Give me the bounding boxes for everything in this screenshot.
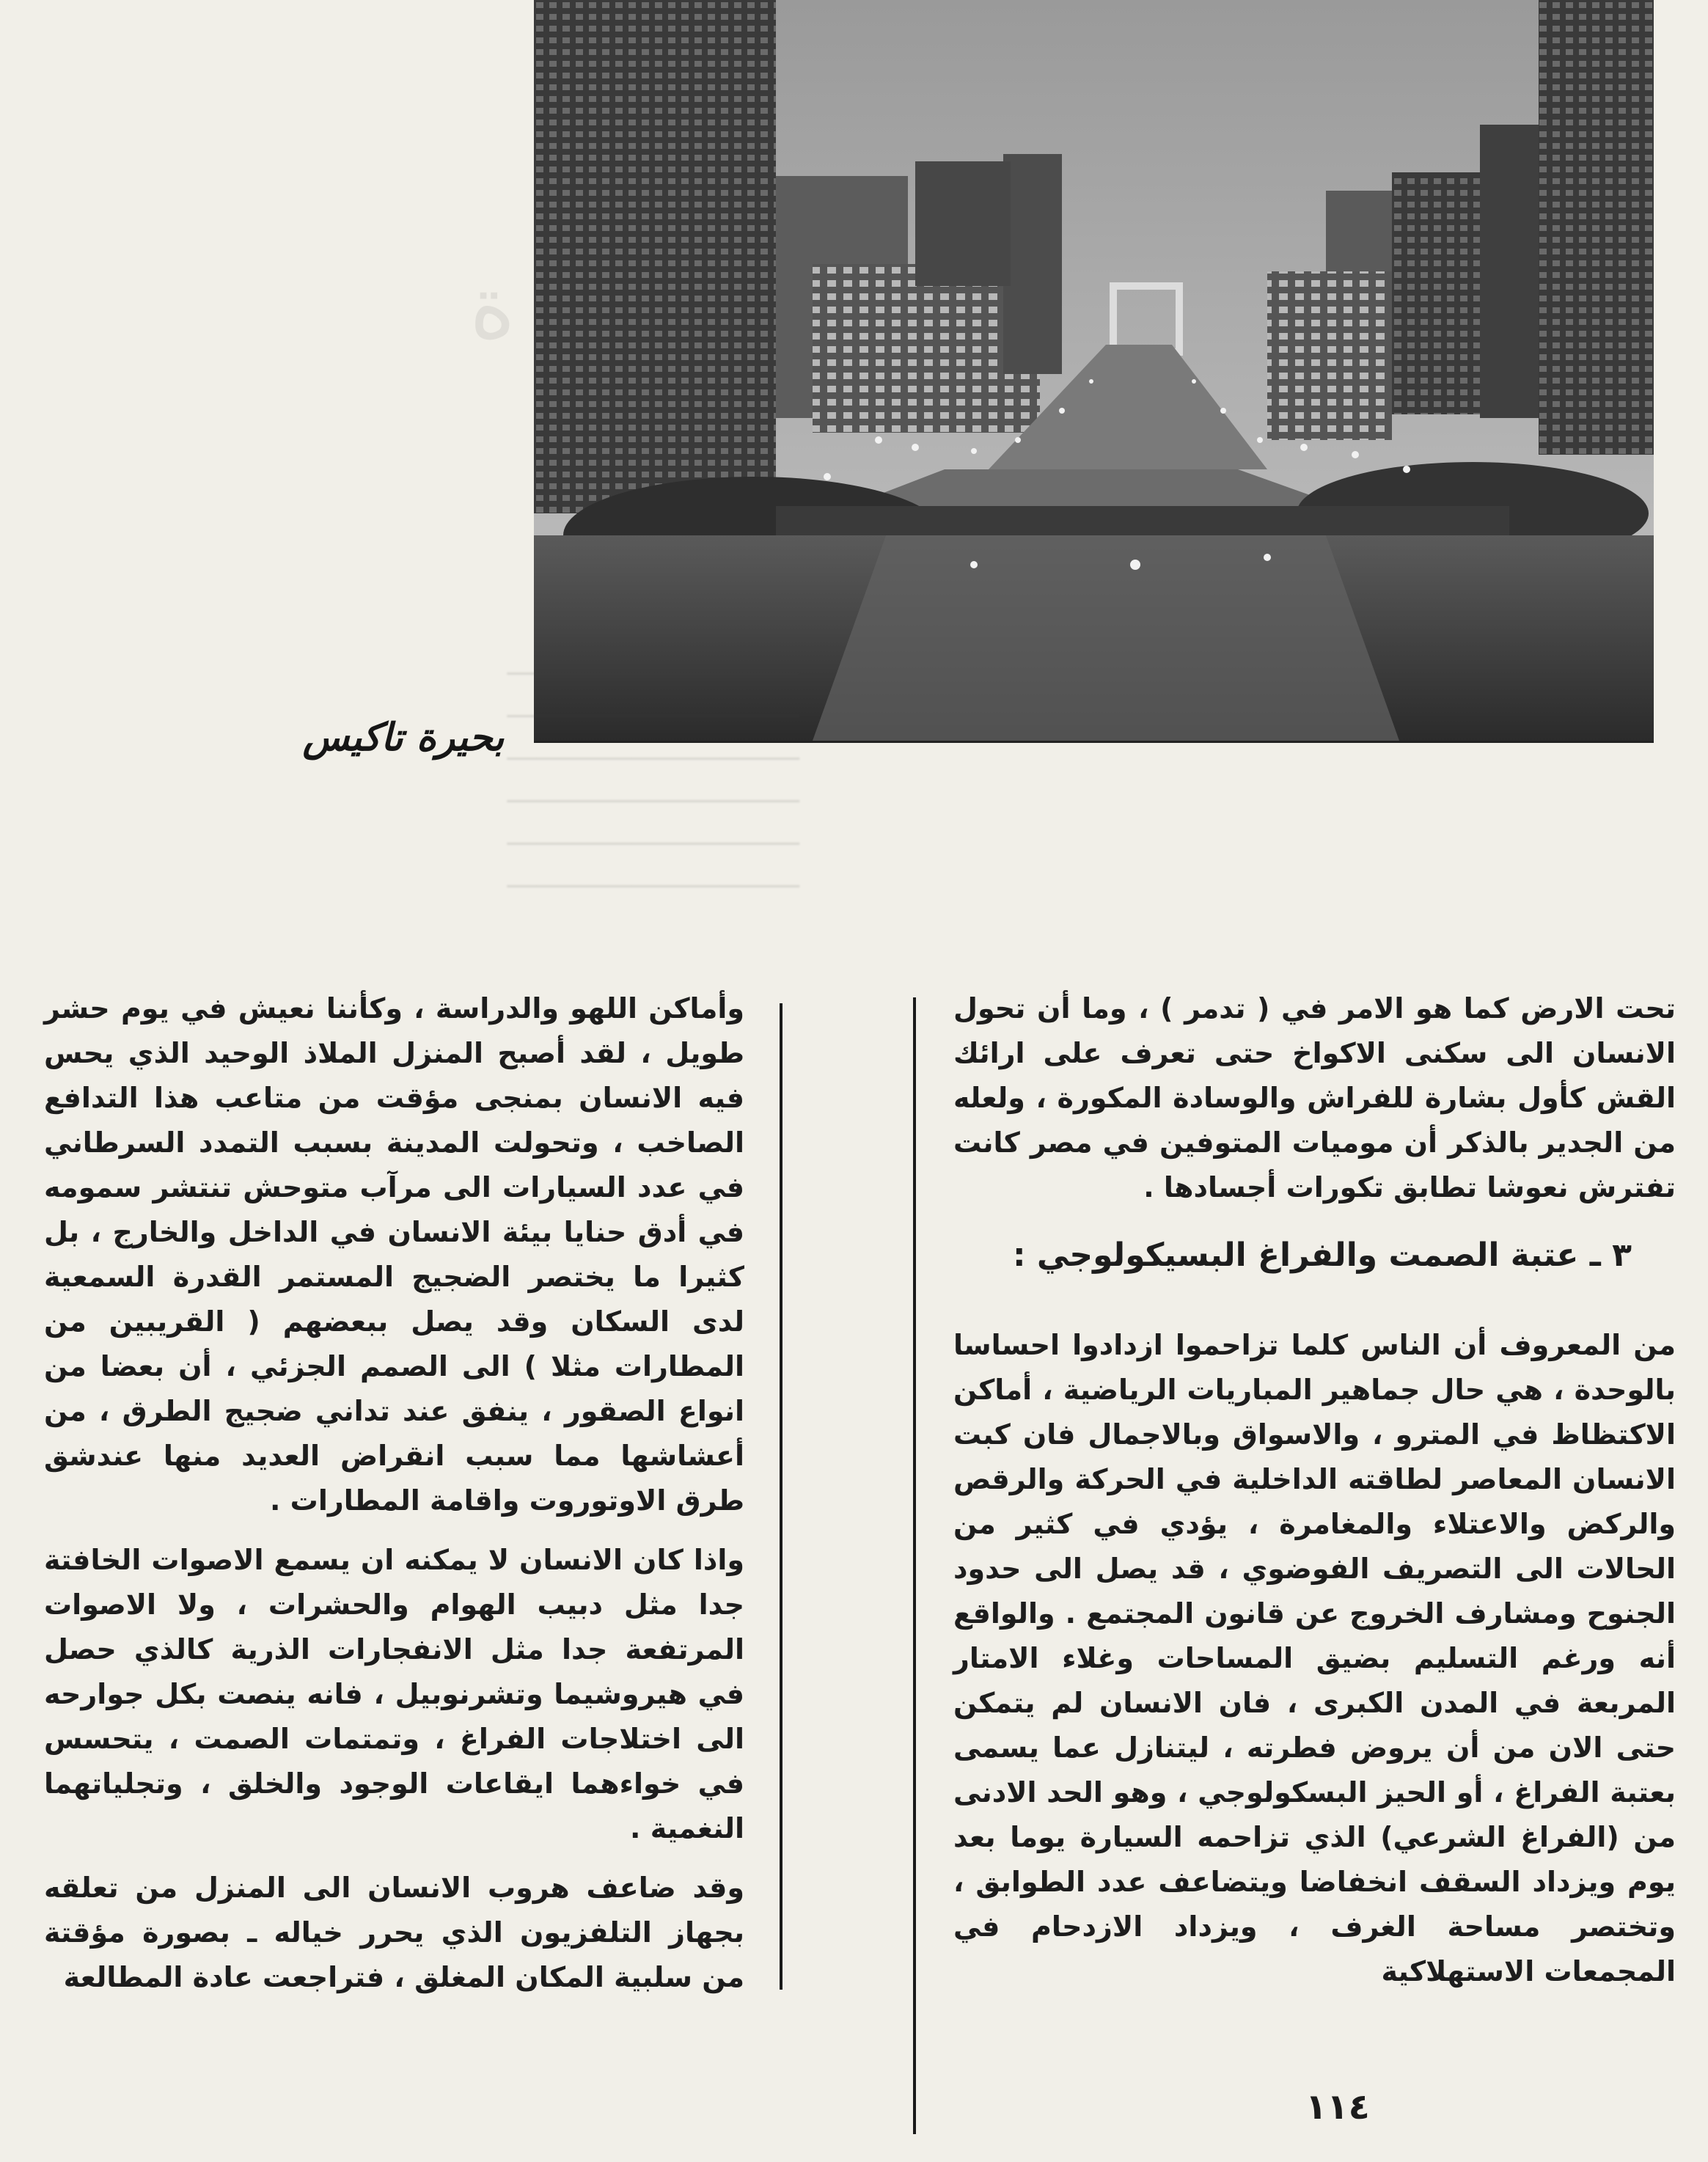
right-text-column — [953, 986, 1676, 2009]
paragraph: من المعروف أن الناس كلما تزاحموا ازدادوا احساسا بالوحدة ، هي حال جماهير المباريات الرياضية ، أماكن الاكتظاظ في المترو ، والاسواق وبالاجمال فان كبت الانسان المعاصر لطاقته الداخلية في الحركة والرقص والركض والاعتلاء والمغامرة ، يؤدي في كثير من الحالات الى التصريف الفوضوي ، قد يصل الى حدود الجنوح ومشارف الخروج عن قانون المجتمع . والواقع أنه ورغم التسليم بضيق المساحات وغلاء الامتار المربعة في المدن الكبرى ، فان الانسان لم يتمكن حتى الان من أن يروض فطرته ، ليتنازل عما يسمى بعتبة الفراغ ، أو الحيز البسكولوجي ، وهو الحد الادنى من (الفراغ الشرعي) الذي تزاحمه السيارة يوما بعد يوم ويزداد السقف انخفاضا ويتضاعف عدد الطوابق ، وتختصر مساحة الغرف ، ويزداد الازدحام في المجمعات الاستهلاكية — [953, 1329, 1676, 1987]
paragraph: تحت الارض كما هو الامر في ( تدمر ) ، وما أن تحول الانسان الى سكنى الاكواخ حتى تعرف على ارائك القش كأول بشارة للفراش والوسادة المكورة ، ولعله من الجدير بالذكر أن موميات المتوفين في مصر كانت تفترش نعوشا تطابق تكورات أجسادها . — [953, 992, 1676, 1203]
show-through-title: ة — [469, 257, 516, 359]
page-number: ١١٤ — [1305, 2086, 1370, 2128]
photo-caption: بحيرة تاكيس — [302, 715, 505, 760]
column-divider — [780, 1003, 782, 1990]
cityscape-photo — [534, 0, 1654, 743]
paragraph: واذا كان الانسان لا يمكنه ان يسمع الاصوات الخافتة جدا مثل دبيب الهوام والحشرات ، ولا الاصوات المرتفعة جدا مثل الانفجارات الذرية كالذي حصل في هيروشيما وتشرنوبيل ، فانه ينصت بكل جوارحه الى اختلاجات الفراغ ، وتمتمات الصمت ، يتحسس في خواءهما ايقاعات الوجود والخلق ، وتجلياتهما النغمية . — [44, 1544, 744, 1844]
cityscape-illustration — [534, 0, 1654, 741]
paragraph: وأماكن اللهو والدراسة ، وكأننا نعيش في يوم حشر طويل ، لقد أصبح المنزل الملاذ الوحيد الذي يحس فيه الانسان بمنجى مؤقت من متاعب هذا التدافع الصاخب ، وتحولت المدينة بسبب التمدد السرطاني في عدد السيارات الى مرآب متوحش تنتشر سمومه في أدق حنايا بيئة الانسان في الداخل والخارج ، بل كثيرا ما يختصر الضجيج المستمر القدرة السمعية لدى السكان وقد يصل ببعضهم ( القريبين من المطارات مثلا ) الى الصمم الجزئي ، أن بعضا من انواع الصقور ، ينفق عند تداني ضجيج الطرق ، من أعشاشها مما سبب انقراض العديد منها عندشق طرق الاوتوروت واقامة المطارات . — [44, 992, 744, 1517]
paragraph: وقد ضاعف هروب الانسان الى المنزل من تعلقه بجهاز التلفزيون الذي يحرر خياله ـ بصورة مؤقتة من سلبية المكان المغلق ، فتراجعت عادة المطالعة — [44, 1872, 744, 1993]
show-through-text: ــــــــــــــــــــــــــــــــــــــــ ــــــــــــــــــــــــــــــــــــــــ ــــــــــــــــــــــــــــــــــــــــ ــــــــــــــــــــــــــــــــــــــــ — [507, 737, 799, 894]
column-divider — [913, 997, 916, 2134]
left-text-column — [44, 986, 744, 2015]
section-heading: ٣ ـ عتبة الصمت والفراغ البسيكولوجي : — [1012, 1236, 1632, 1274]
